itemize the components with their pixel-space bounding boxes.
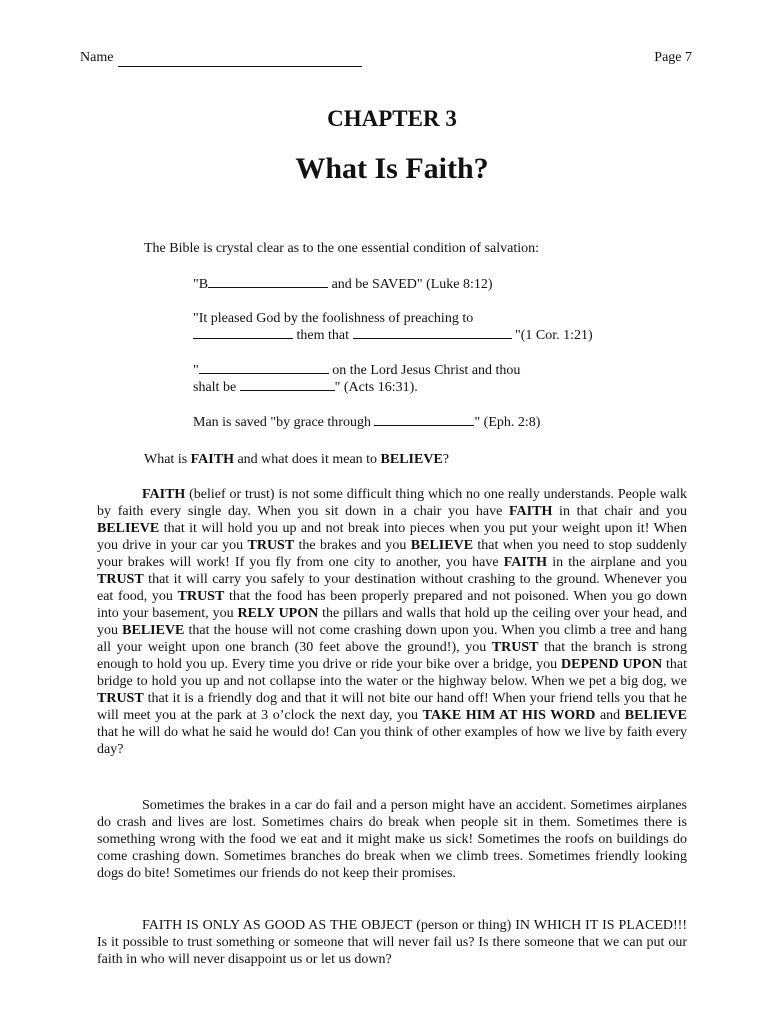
verse-cor-end: "(1 Cor. 1:21) [511, 328, 593, 343]
question-text: and what does it mean to [233, 452, 381, 467]
emphasis-text: TRUST [491, 640, 539, 655]
verse-luke-end: and be SAVED" (Luke 8:12) [328, 277, 493, 292]
faith-question [144, 451, 449, 468]
body-text: that the food has been properly prepared and not poisoned. When you go down into your basement, you [97, 589, 687, 621]
emphasis-text: BELIEVE [122, 623, 185, 638]
name-blank-line [118, 66, 362, 67]
body-text: in the airplane and you [547, 555, 687, 570]
fill-blank [208, 276, 328, 288]
verse-eph-start: Man is saved "by grace through [193, 415, 375, 430]
emphasis-text: FAITH [503, 555, 548, 570]
verse-ephesians [193, 414, 540, 431]
emphasis-text: BELIEVE [624, 708, 687, 723]
verse-cor-line1: "It pleased God by the foolishness of preaching to [193, 311, 474, 326]
emphasis-text: TRUST [177, 589, 225, 604]
verse-luke [193, 276, 493, 293]
fill-blank [353, 327, 512, 339]
fill-blank [193, 327, 293, 339]
emphasis-text: TRUST [97, 572, 144, 587]
body-text: that he will do what he said he would do! Can you think of other examples of how we live by faith every day? [97, 725, 687, 757]
question-bold-believe: BELIEVE [380, 452, 443, 467]
page-number: Page 7 [654, 50, 692, 65]
verse-eph-end: " (Eph. 2:8) [474, 415, 541, 430]
question-text: ? [442, 452, 450, 467]
question-text: What is [144, 452, 191, 467]
verse-corinthians [193, 310, 593, 344]
emphasis-text: RELY UPON [237, 606, 319, 621]
emphasis-text: TRUST [247, 538, 295, 553]
emphasis-text: TAKE HIM AT HIS WORD [422, 708, 596, 723]
body-text: that it will hold you up and not break into pieces when you put your weight upon it! When you drive in your car you [97, 521, 687, 553]
fill-blank [374, 414, 474, 426]
body-text: and [595, 708, 625, 723]
page-title: What Is Faith? [295, 152, 489, 185]
body-text: that the house will not come crashing down upon you. When you climb a tree and hang all your weight upon one branch (30 feet above the ground!), you [97, 623, 688, 655]
verse-cor-mid: them that [293, 328, 353, 343]
verse-luke-start: "B [193, 277, 209, 292]
intro-text: The Bible is crystal clear as to the one essential condition of salvation: [144, 241, 540, 256]
name-label: Name [80, 50, 114, 65]
body-text: (belief or trust) is not some difficult thing which no one really understands. People walk by faith every single day. When you sit down in a chair you have [97, 487, 687, 519]
paragraph-object-of-faith [97, 917, 687, 968]
fill-blank [199, 362, 329, 374]
verse-acts-quote: " [193, 363, 199, 378]
paragraph-body [97, 487, 687, 757]
verse-acts-mid: on the Lord Jesus Christ and thou [328, 363, 521, 378]
body-text: the pillars and walls that hold up the ceiling over your head, and you [97, 606, 687, 638]
fill-blank [240, 379, 335, 391]
paragraph-body: FAITH IS ONLY AS GOOD AS THE OBJECT (person or thing) IN WHICH IT IS PLACED!!! Is it possible to trust something or someone that will never fail us? Is there someone that we can put our faith in who will never disappoint us or let us down? [97, 918, 687, 967]
body-text: the brakes and you [294, 538, 411, 553]
emphasis-text: BELIEVE [410, 538, 474, 553]
emphasis-text: FAITH [509, 504, 553, 519]
body-text: that it will carry you safely to your destination without crashing to the ground. Whenever you eat food, you [97, 572, 687, 604]
body-text: that bridge to hold you up and not collapse into the water or the highway below. When we pet a big dog, we [97, 657, 687, 689]
verse-acts-shalt: shalt be [193, 380, 240, 395]
emphasis-text: DEPEND UPON [561, 657, 663, 672]
body-text: that the branch is strong enough to hold you up. Every time you drive or ride your bike over a bridge, you [97, 640, 687, 672]
paragraph-faith-examples [97, 486, 687, 758]
emphasis-text: TRUST [97, 691, 144, 706]
emphasis-text: FAITH [142, 487, 186, 502]
chapter-heading: CHAPTER 3 [327, 106, 457, 131]
emphasis-text: BELIEVE [97, 521, 160, 536]
verse-acts-end: " (Acts 16:31). [334, 380, 418, 395]
body-text: that when you need to stop suddenly your brakes will work! If you fly from one city to another, you have [97, 538, 687, 570]
paragraph-body: Sometimes the brakes in a car do fail and a person might have an accident. Sometimes airplanes do crash and lives are lost. Sometimes chairs do break when people sit in them. Sometimes there is something wrong with the food we eat and it might make us sick! Sometimes the roofs on buildings do come crashing down. Sometimes branches do break when we climb trees. Sometimes friendly looking dogs do bite! Sometimes our friends do not keep their promises. [97, 798, 687, 881]
question-bold-faith: FAITH [190, 452, 234, 467]
body-text: that it is a friendly dog and that it will not bite our hand off! When your friend tells you that he will meet you at the park at 3 o’clock the next day, you [97, 691, 687, 723]
body-text: in that chair and you [552, 504, 687, 519]
paragraph-failures [97, 797, 687, 882]
verse-acts [193, 362, 520, 396]
